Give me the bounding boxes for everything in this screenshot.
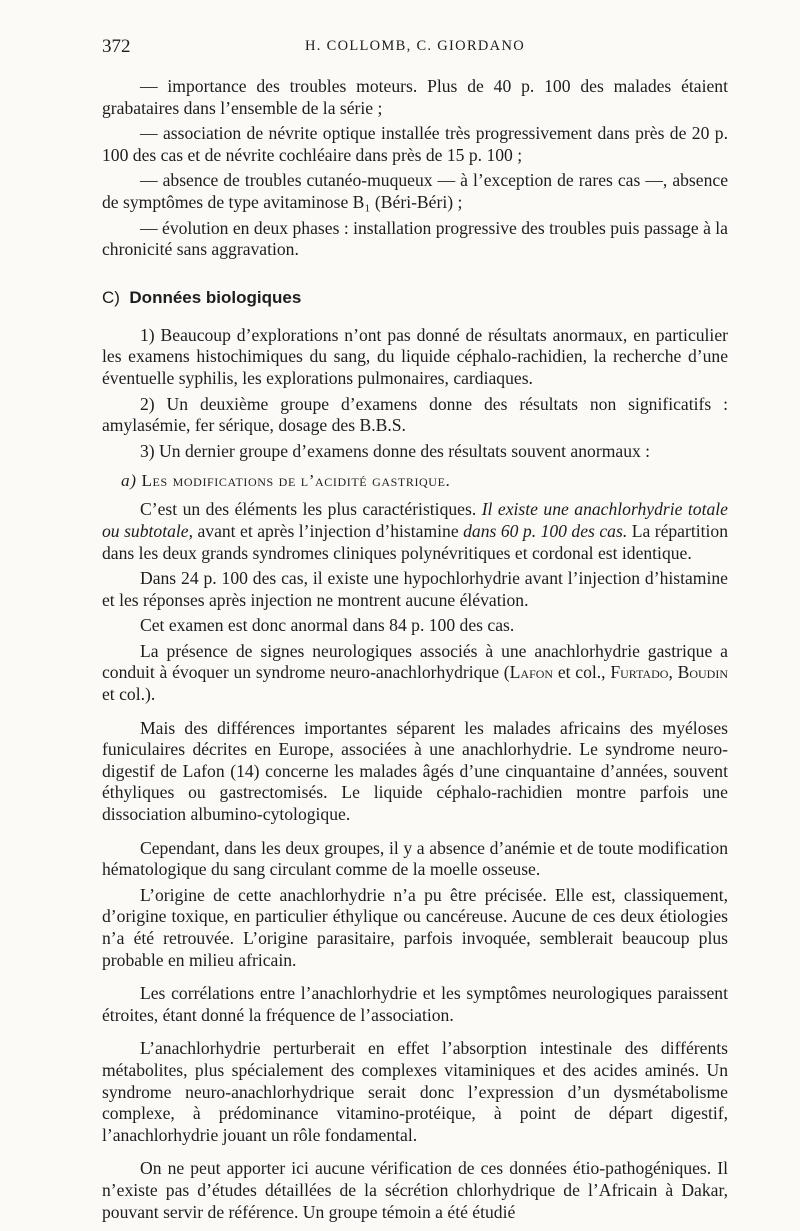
paragraph: — importance des troubles moteurs. Plus de 40 p. 100 des malades étaient grabataires dans l’ensemble de la série ; (102, 76, 728, 118)
author-name: Furtado (610, 662, 669, 683)
page-header (102, 36, 728, 62)
paragraph: — absence de troubles cutanéo-muqueux — à l’exception de rares cas —, absence de symptômes de type avitaminose B₁ (Béri-Béri) ; (102, 170, 728, 212)
paragraph: L’origine de cette anachlorhydrie n’a pu être précisée. Elle est, classiquement, d’origine toxique, en particulier éthylique ou cancéreuse. Aucune de ces deux étiologies n’a été retrouvée. L’origine parasitaire, parfois invoquée, semblerait beaucoup plus probable en milieu africain. (102, 884, 728, 970)
paragraph: — association de névrite optique installée très progressivement dans près de 20 p. 100 des cas et de névrite cochléaire dans près de 15 p. 100 ; (102, 123, 728, 165)
text-run: La répartition dans les deux grands syndromes cliniques polynévritiques et cordonal est identique. (102, 520, 728, 563)
paragraph: Les corrélations entre l’anachlorhydrie et les symptômes neurologiques paraissent étroites, étant donné la fréquence de l’association. (102, 983, 728, 1025)
subsection-heading (102, 470, 728, 492)
author-name: Lafon (509, 662, 554, 683)
text-run: C’est un des éléments les plus caractéristiques. (140, 499, 482, 520)
text-run: La présence de signes neurologiques associés à une anachlorhydrie gastrique a conduit à évoquer un syndrome neuro-anachlorhydrique ( (102, 640, 728, 683)
text-run: et col.). (102, 684, 156, 705)
section-title: Données biologiques (129, 287, 302, 307)
emphasis: Il existe une anachlorhydrie totale ou subtotale, (102, 499, 728, 541)
paragraph: 3) Un dernier groupe d’examens donne des résultats souvent anormaux : (140, 440, 651, 461)
paragraph: Mais des différences importantes séparent les malades africains des myéloses funiculaires décrites en Europe, associées à une anachlorhydrie. Le syndrome neuro-digestif de Lafon (14) concerne les malades âgés d’une cinquantaine d’années, souvent éthyliques ou gastrectomisés. Le liquide céphalo-rachidien montre parfois une dissociation albumino-cytologique. (102, 717, 728, 825)
paragraph (102, 641, 728, 706)
paragraph: Dans 24 p. 100 des cas, il existe une hypochlorhydrie avant l’injection d’histamine et les réponses après injection ne montrent aucune élévation. (102, 568, 728, 610)
text-run: et col., (553, 662, 611, 683)
paragraph: 2) Un deuxième groupe d’examens donne des résultats non significatifs : amylasémie, fer sérique, dosage des B.B.S. (102, 393, 728, 436)
section-label: C) (102, 287, 120, 307)
paragraph: Cet examen est donc anormal dans 84 p. 100 des cas. (140, 615, 515, 636)
page-number: 372 (102, 36, 131, 57)
paragraph (102, 499, 728, 564)
section-heading (102, 287, 728, 309)
paragraph: L’anachlorhydrie perturberait en effet l’absorption intestinale des différents métabolites, plus spécialement des complexes vitaminiques et des acides aminés. Un syndrome neuro-anachlorhydrique serait donc l’expression d’un dysmétabolisme complexe, à prédominance vitamino-protéique, à point de départ digestif, l’anachlorhydrie jouant un rôle fondamental. (102, 1038, 728, 1145)
running-head: H. COLLOMB, C. GIORDANO (304, 38, 525, 54)
author-name: Boudin (677, 662, 729, 683)
paragraph: 1) Beaucoup d’explorations n’ont pas donné de résultats anormaux, en particulier les examens histochimiques du sang, du liquide céphalo-rachidien, la recherche d’une éventuelle syphilis, les explorations pulmonaires, cardiaques. (102, 324, 728, 388)
text-run: avant et après l’injection d’histamine (192, 520, 464, 541)
subsection-title: Les modifications de l’acidité gastrique. (141, 471, 451, 491)
subsection-label: a) (121, 471, 137, 491)
emphasis: dans 60 p. 100 des cas. (463, 520, 628, 541)
text-run: , (668, 662, 678, 683)
paragraph: — évolution en deux phases : installation progressive des troubles puis passage à la chronicité sans aggravation. (102, 217, 728, 260)
paragraph: On ne peut apporter ici aucune vérification de ces données étio-pathogéniques. Il n’existe pas d’études détaillées de la sécrétion chlorhydrique de l’Africain à Dakar, pouvant servir de référence. Un groupe témoin a été étudié (102, 1158, 728, 1222)
paragraph: Cependant, dans les deux groupes, il y a absence d’anémie et de toute modification hématologique du sang circulant comme de la moelle osseuse. (102, 837, 728, 880)
body-text (102, 76, 728, 1223)
